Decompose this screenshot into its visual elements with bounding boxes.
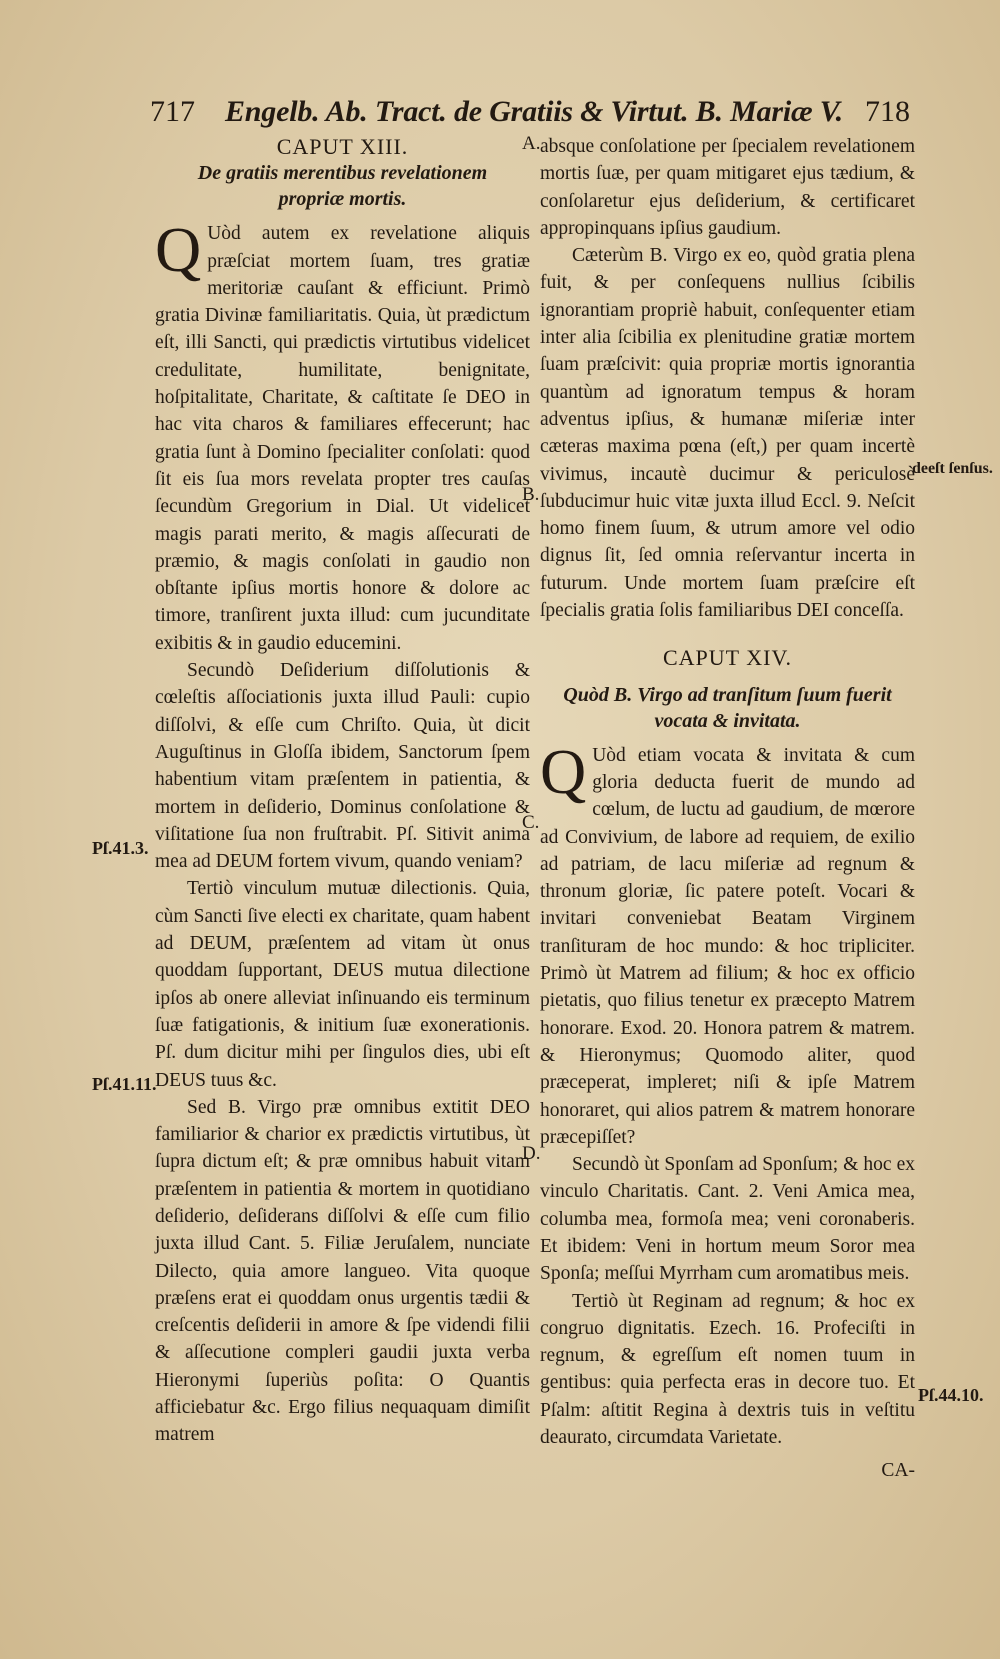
paragraph: Tertiò vinculum mutuæ dilectionis. Quia, cùm Sancti ſive electi ex charitate, quam habent ad DEUM, præſentem ad vitam ùt onus quoddam ſupportant, DEUS mutua dilectione ipſos ab onere alleviat inſinuando eis terminum ſuæ fatigationis, & initium ſuæ exonerationis. Pſ. dum dicitur mihi per ſingulos dies, ubi eſt DEUS tuus &c.	[155, 878, 530, 1091]
section-letter-d: D.	[522, 1143, 541, 1164]
margin-note-psalm: Pſ.41.11.	[92, 1074, 157, 1094]
margin-note-psalm: Pſ.41.3.	[92, 838, 149, 858]
paragraph: Cæterùm B. Virgo ex eo, quòd gratia plena fuit, & per conſequens nullius ſcibilis ignorantiam propriè habuit, conſequenter etiam inter alia ſcibilia ex plenitudine gratiæ mortem ſuam præſcivit: quia propriæ mortis ignorantia quantùm ad ignoratum tempus & horam adventus ipſius, & humanæ miſeriæ inter cæteras maxima pœna (eſt,) per quam incertè vivimus, incautè ducimur & periculosè ſubducimur huic vitæ juxta illud Eccl. 9. Neſcit homo finem ſuum, & utrum amore vel odio dignus ſit, ſed omnia reſervantur incerta in futurum. Unde mortem ſuam præſcire eſt ſpecialis gratia ſolis familiaribus DEI conceſſa.	[540, 245, 915, 622]
chapter-title-xiv: CAPUT XIV.	[663, 645, 792, 671]
drop-cap: Q	[155, 214, 202, 286]
paragraph	[540, 735, 915, 1151]
section-letter-c: C.	[522, 812, 540, 833]
margin-note-psalm: Pſ.44.10.	[918, 1385, 984, 1405]
running-header	[150, 95, 910, 135]
section-letter-a: A.	[522, 133, 541, 154]
chapter-title-xiii: CAPUT XIII.	[276, 134, 409, 159]
margin-note-deest: deeſt ſenſus.	[912, 460, 993, 477]
paragraph: Sed B. Virgo præ omnibus extitit DEO familiarior & charior ex prædictis virtutibus, ùt ſupra dictum eſt; & præ omnibus habuit vitam præſentem in patientia & mortem in quotidiano deſiderio, deſiderans diſſolvi & eſſe cum filio juxta illud Cant. 5. Filiæ Jeruſalem, nunciate Dilecto, quia amore langueo. Vita quoque præſens erat ei quoddam onus urgentis tædii & creſcentis deſiderii in amore & ſpe videndi filii & aſſecutione compleri gaudii juxta verba Hieronymi ſuperiùs poſita: O Quantis afficiebatur &c. Ergo filius nequaquam dimiſit matrem	[155, 1096, 530, 1446]
page-number-left: 717	[150, 95, 195, 128]
chapter-subtitle-xiii: De gratiis merentibus revelationem propriæ mortis.	[197, 162, 488, 211]
paragraph: Secundò Deſiderium diſſolutionis & cœleſtis aſſociationis juxta illud Pauli: cupio diſſolvi, & eſſe cum Chriſto. Quia, ùt dicit Auguſtinus in Gloſſa ibidem, Sanctorum ſpem habentium vitam præſentem in patientia, & mortem in deſiderio, Dominus conſolatione & viſitatione ſua non fruſtrabit. Pſ. Sitivit anima mea ad DEUM fortem vivum, quando veniam?	[155, 660, 530, 873]
right-column	[540, 133, 915, 1485]
drop-cap: Q	[540, 735, 587, 807]
paragraph-text: Uòd autem ex revelatione aliquis præſciat mortem ſuam, tres gratiæ meritoriæ cauſant & efficiunt. Primò gratia Divinæ familiaritatis. Quia, ùt prædictum eſt, illi Sancti, qui prædictis virtutibus videlicet credulitate, humilitate, benignitate, hoſpitalitate, Charitate, & caſtitate ſe DEO in hac vita charos & familiares effecerunt; hac gratia ſunt à Domino ſpecialiter conſolati: quod ſit eis ſua mors revelata propter tres cauſas ſecundùm Gregorium in Dial. Ut videlicet magis parati merito, & magis aſſecurati de præmio, & magis conſolati in gaudio non obſtante ipſius mortis honore & dolore ac timore, tranſirent juxta illud: cum jucunditate exibitis & in gaudio educemini.	[155, 223, 530, 654]
left-column	[155, 133, 530, 1449]
chapter-subtitle-xiv: Quòd B. Virgo ad tranſitum ſuum fuerit vocata & invitata.	[563, 683, 892, 732]
paragraph-text: Uòd etiam vocata & invitata & cum gloria deducta fuerit de mundo ad cœlum, de luctu ad gaudium, de mœrore ad Convivium, de labore ad requiem, de exilio ad patriam, de lacu miſeriæ ad regnum & thronum gloriæ, ſic patere poteſt. Vocari & invitari conveniebat Beatam Virginem tranſituram de hoc mundo: & hoc tripliciter. Primò ùt Matrem ad filium; & hoc ex officio pietatis, quo filius tenetur ex præcepto Matrem honorare. Exod. 20. Honora patrem & matrem. & Hieronymus; Quomodo aliter, quod præceperat, impleret; niſi & ipſe Matrem honoraret, qui alios patrem & matrem honorare præcepiſſet?	[540, 744, 915, 1148]
paragraph	[155, 214, 530, 657]
paragraph: absque conſolatione per ſpecialem revelationem mortis ſuæ, per quam mitigaret ejus tædium, & conſolaretur ejus deſiderium, & certificaret appropinquans ipſius gaudium.	[540, 136, 915, 239]
running-title: Engelb. Ab. Tract. de Gratiis & Virtut. B. Mariæ V.	[225, 95, 843, 128]
catchword: CA-	[881, 1460, 915, 1482]
section-letter-b: B.	[522, 484, 540, 505]
page-number-right: 718	[865, 95, 910, 128]
paragraph: Tertiò ùt Reginam ad regnum; & hoc ex congruo dignitatis. Ezech. 16. Profeciſti in regnum, & egreſſum eſt nomen tuum in gentibus: quia perfecta eras in decore tuo. Et Pſalm: aſtitit Regina à dextris tuis in veſtitu deaurato, circumdata Varietate.	[540, 1290, 915, 1449]
paragraph: Secundò ùt Sponſam ad Sponſum; & hoc ex vinculo Charitatis. Cant. 2. Veni Amica mea, columba mea, formoſa mea; veni coronaberis. Et ibidem: Veni in hortum meum Soror mea Sponſa; meſſui Myrrham cum aromatibus meis.	[540, 1154, 915, 1285]
